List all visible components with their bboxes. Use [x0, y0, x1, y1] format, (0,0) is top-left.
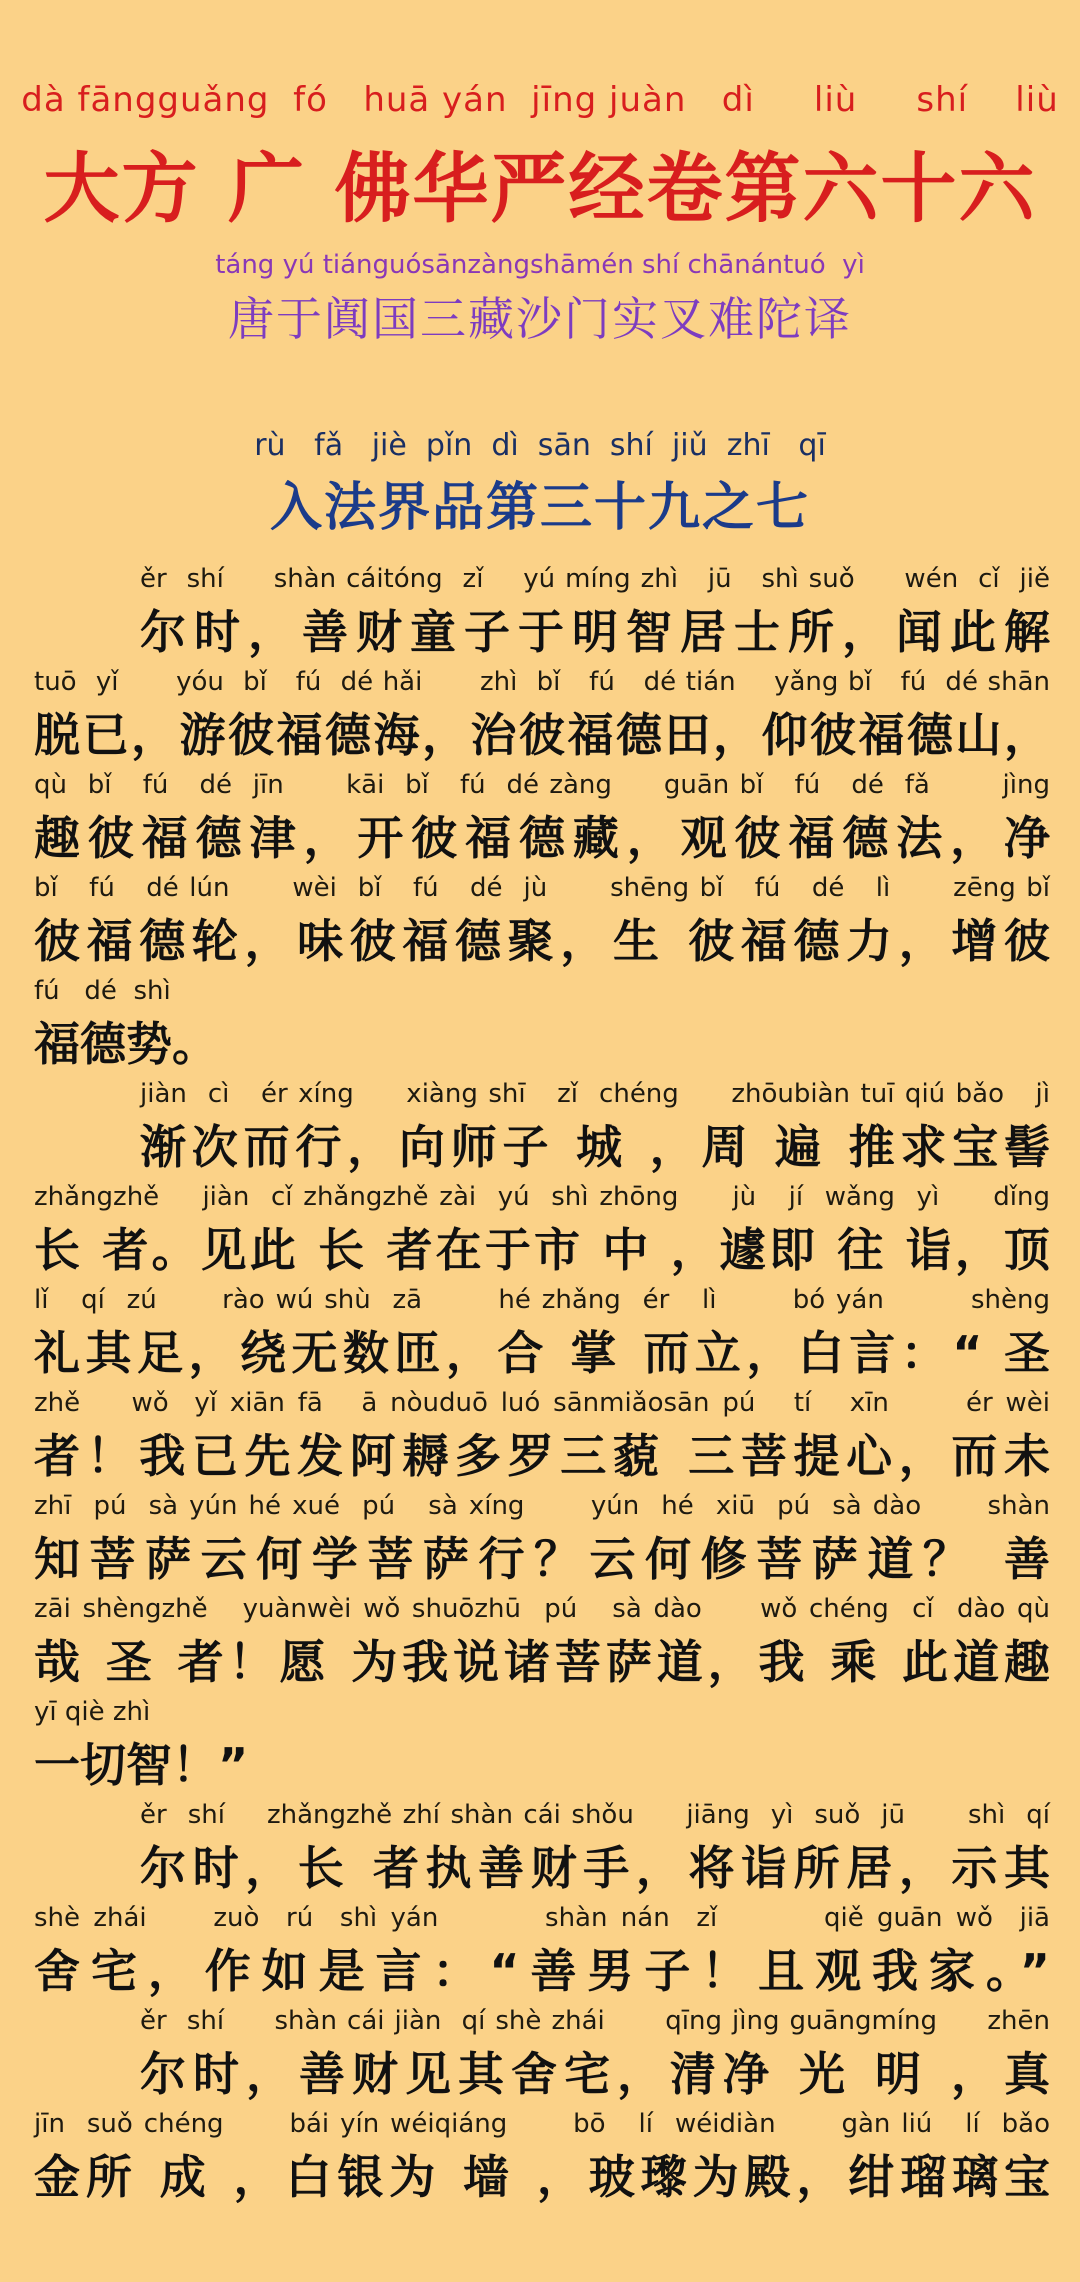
text-line: [0, 560, 1080, 663]
sutra-title: 大方 广 佛华严经卷第六十六: [43, 144, 1037, 233]
line-hanzi: 一切智！”: [34, 1738, 249, 1792]
line-hanzi: 尔时，长 者执善财手，将诣所居，示其: [140, 1841, 1050, 1895]
line-pinyin: tuō yǐ yóu bǐ fú dé hǎi zhì bǐ fú dé tián yǎng bǐ fú dé shān: [34, 667, 1050, 697]
line-hanzi: 舍宅，作如是言：“善男子！且观我家。”: [34, 1944, 1050, 1998]
text-line: [0, 766, 1080, 869]
text-line: [0, 1178, 1080, 1281]
text-line: [0, 1487, 1080, 1590]
text-line: [0, 1075, 1080, 1178]
line-pinyin: zhǎngzhě jiàn cǐ zhǎngzhě zài yú shì zhōng jù jí wǎng yì dǐng: [34, 1182, 1050, 1212]
line-pinyin: fú dé shì: [34, 976, 171, 1006]
text-line: [0, 1796, 1080, 1899]
sutra-text: [0, 560, 1080, 2208]
text-line: [0, 1384, 1080, 1487]
chapter-pinyin: rù fǎ jiè pǐn dì sān shí jiǔ zhī qī: [254, 428, 826, 463]
text-line: [0, 1899, 1080, 2002]
line-pinyin: zhě wǒ yǐ xiān fā ā nòuduō luó sānmiǎosān pú tí xīn ér wèi: [34, 1388, 1050, 1418]
text-line: [0, 1693, 1080, 1796]
line-hanzi: 礼其足，绕无数匝，合 掌 而立，白言：“ 圣: [34, 1326, 1050, 1380]
line-pinyin: qù bǐ fú dé jīn kāi bǐ fú dé zàng guān bǐ fú dé fǎ jìng: [34, 770, 1050, 800]
line-hanzi: 福德势。: [34, 1017, 218, 1071]
line-hanzi: 哉 圣 者！愿 为我说诸菩萨道，我 乘 此道趣: [34, 1635, 1050, 1689]
line-pinyin: lǐ qí zú rào wú shù zā hé zhǎng ér lì bó yán shèng: [34, 1285, 1050, 1315]
text-line: [0, 869, 1080, 972]
text-line: [0, 2002, 1080, 2105]
line-pinyin: ěr shí shàn cái jiàn qí shè zhái qīng jìng guāngmíng zhēn: [140, 2006, 1050, 2036]
line-hanzi: 脱已，游彼福德海，治彼福德田，仰彼福德山，: [34, 708, 1050, 762]
line-pinyin: shè zhái zuò rú shì yán shàn nán zǐ qiě guān wǒ jiā: [34, 1903, 1050, 1933]
line-hanzi: 尔时，善财童子于明智居士所，闻此解: [140, 605, 1050, 659]
text-line: [0, 663, 1080, 766]
line-pinyin: jiàn cì ér xíng xiàng shī zǐ chéng zhōubiàn tuī qiú bǎo jì: [140, 1079, 1050, 1109]
text-line: [0, 972, 1080, 1075]
translator-line: 唐于阗国三藏沙门实叉难陀译: [228, 292, 852, 346]
line-hanzi: 知菩萨云何学菩萨行？云何修菩萨道？ 善: [34, 1532, 1050, 1586]
line-pinyin: ěr shí shàn cáitóng zǐ yú míng zhì jū shì suǒ wén cǐ jiě: [140, 564, 1050, 594]
line-hanzi: 彼福德轮，味彼福德聚，生 彼福德力，增彼: [34, 914, 1050, 968]
line-pinyin: bǐ fú dé lún wèi bǐ fú dé jù shēng bǐ fú dé lì zēng bǐ: [34, 873, 1050, 903]
line-hanzi: 长 者。见此 长 者在于市 中 ，遽即 往 诣，顶: [34, 1223, 1050, 1277]
line-pinyin: ěr shí zhǎngzhě zhí shàn cái shǒu jiāng yì suǒ jū shì qí: [140, 1800, 1050, 1830]
line-pinyin: jīn suǒ chéng bái yín wéiqiáng bō lí wéidiàn gàn liú lí bǎo: [34, 2109, 1050, 2139]
line-hanzi: 金所 成 ，白银为 墙 ，玻瓈为殿，绀瑠璃宝: [34, 2150, 1050, 2204]
title-pinyin: dà fāngguǎng fó huā yán jīng juàn dì liù shí liù: [21, 80, 1059, 120]
text-line: [0, 1590, 1080, 1693]
text-line: [0, 1281, 1080, 1384]
line-hanzi: 渐次而行，向师子 城 ，周 遍 推求宝髻: [140, 1120, 1050, 1174]
translator-pinyin: táng yú tiánguósānzàngshāmén shí chānántuó yì: [215, 250, 865, 280]
line-pinyin: zhī pú sà yún hé xué pú sà xíng yún hé xiū pú sà dào shàn: [34, 1491, 1050, 1521]
line-hanzi: 尔时，善财见其舍宅，清净 光 明 ，真: [140, 2047, 1050, 2101]
line-pinyin: zāi shèngzhě yuànwèi wǒ shuōzhū pú sà dào wǒ chéng cǐ dào qù: [34, 1594, 1050, 1624]
text-line: [0, 2105, 1080, 2208]
chapter-title: 入法界品第三十九之七: [269, 478, 810, 538]
line-pinyin: yī qiè zhì: [34, 1697, 151, 1727]
line-hanzi: 趣彼福德津，开彼福德藏，观彼福德法，净: [34, 811, 1050, 865]
line-hanzi: 者！我已先发阿耨多罗三藐 三菩提心，而未: [34, 1429, 1050, 1483]
